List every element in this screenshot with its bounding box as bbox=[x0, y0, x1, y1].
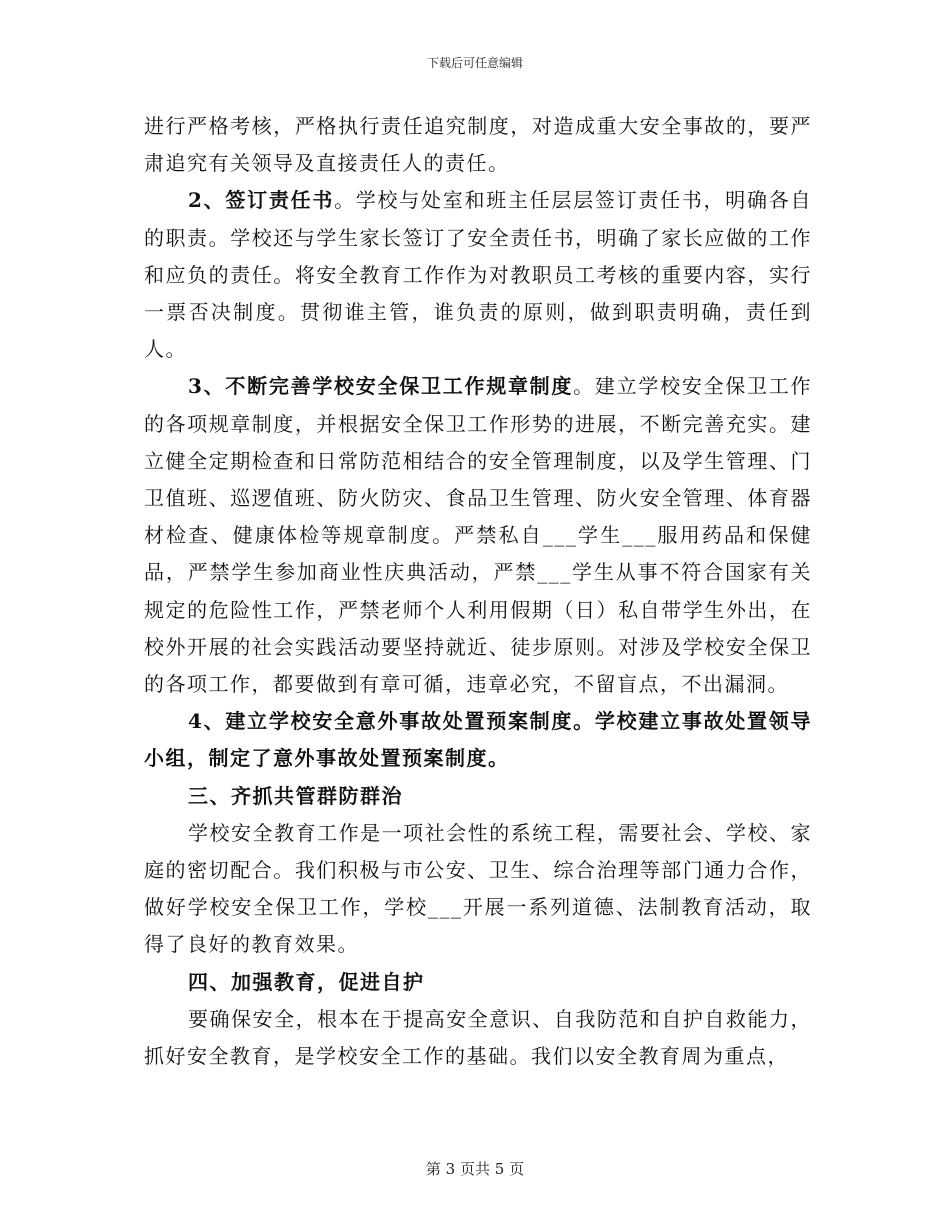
page-footer: 第 3 页共 5 页 bbox=[425, 1160, 525, 1178]
paragraph-responsibility-letter bbox=[144, 182, 812, 368]
paragraph-lead-bold: 3、不断完善学校安全保卫工作规章制度 bbox=[188, 374, 574, 399]
paragraph-emergency-plan: 4、建立学校安全意外事故处置预案制度。学校建立事故处置领导小组，制定了意外事故处置预案制度。 bbox=[144, 709, 812, 771]
section-heading-3: 三、齐抓共管群防群治 bbox=[188, 783, 403, 808]
paragraph-cooperation: 学校安全教育工作是一项社会性的系统工程，需要社会、学校、家庭的密切配合。我们积极与市公安、卫生、综合治理等部门通力合作，做好学校安全保卫工作，学校___开展一系列道德、法制教育活动，取得了良好的教育效果。 bbox=[144, 820, 812, 957]
paragraph-continued: 进行严格考核，严格执行责任追究制度，对造成重大安全事故的，要严肃追究有关领导及直接责任人的责任。 bbox=[144, 114, 812, 176]
paragraph-text: 。建立学校安全保卫工作的各项规章制度，并根据安全保卫工作形势的进展，不断完善充实。建立健全定期检查和日常防范相结合的安全管理制度，以及学生管理、门卫值班、巡逻值班、防火防灾、食品卫生管理、防火安全管理、体育器材检查、健康体检等规章制度。严禁私自___学生___服用药品和保健品，严禁学生参加商业性庆典活动，严禁___学生从事不符合国家有关规定的危险性工作，严禁老师个人利用假期（日）私自带学生外出，在校外开展的社会实践活动要坚持就近、徒步原则。对涉及学校安全保卫的各项工作，都要做到有章可循，违章必究，不留盲点，不出漏洞。 bbox=[144, 374, 813, 697]
paragraph-rules-system bbox=[144, 368, 812, 703]
paragraph-text: 。学校与处室和班主任层层签订责任书，明确各自的职责。学校还与学生家长签订了安全责任书，明确了家长应做的工作和应负的责任。将安全教育工作作为对教职员工考核的重要内容，实行一票否决制度。贯彻谁主管，谁负责的原则，做到职责明确，责任到人。 bbox=[144, 188, 812, 362]
paragraph-education: 要确保安全，根本在于提高安全意识、自我防范和自护自救能力，抓好安全教育，是学校安全工作的基础。我们以安全教育周为重点， bbox=[144, 1006, 812, 1069]
page-header: 下载后可任意编辑 bbox=[426, 56, 523, 70]
document-body bbox=[144, 108, 812, 1075]
section-heading-4: 四、加强教育，促进自护 bbox=[188, 969, 425, 994]
paragraph-lead-bold: 2、签订责任书 bbox=[188, 188, 335, 213]
